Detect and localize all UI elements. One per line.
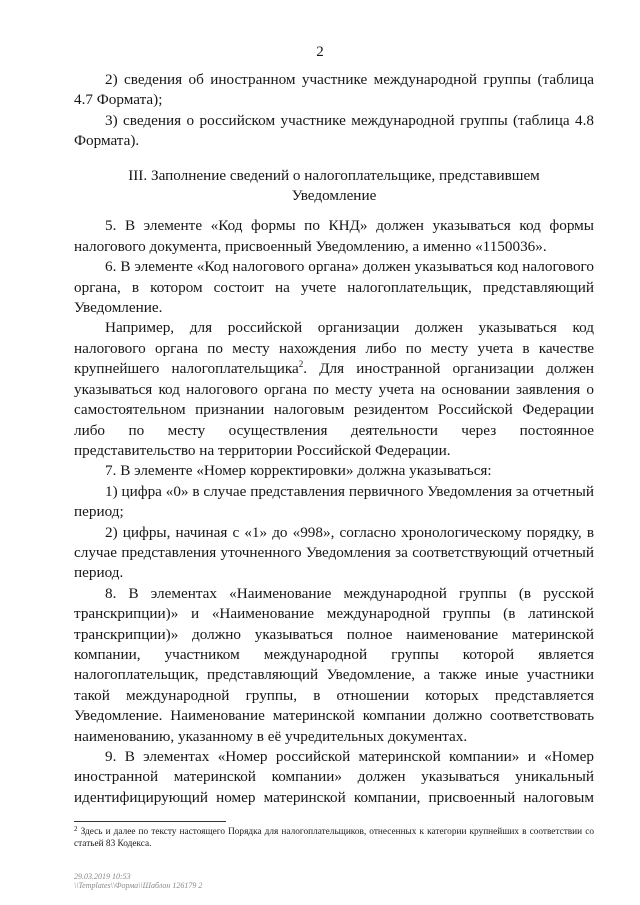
example-text-part1: Например, для российской организации должен указываться код налогового органа по месту нахождения либо по месту учета в качестве крупнейшего налогоплательщика [74,319,594,378]
section-heading-line2: Уведомление [291,187,377,205]
footnote-text: Здесь и далее по тексту настоящего Порядка для налогоплательщиков, отнесенных к категории крупнейших в соответствии со статьей 83 Кодекса. [74,827,594,849]
paragraph-6: 6. В элементе «Код налогового органа» должен указываться код налогового органа, в котором состоит на учете налогоплательщик, представляющий Уведомление. [74,258,594,317]
list-item-3: 3) сведения о российском участнике международной группы (таблица 4.8 Формата). [74,111,594,150]
footnote-marker: 2 [74,825,78,833]
document-metadata [74,872,202,890]
paragraph-5: 5. В элементе «Код формы по КНД» должен указываться код формы налогового документа, присвоенный Уведомлению, а именно «1150036». [74,217,594,255]
section-heading-line1: III. Заполнение сведений о налогоплательщике, представившем [128,166,540,184]
footnote-reference: 2 [298,359,304,370]
section-heading [74,166,594,207]
metadata-timestamp: 29.03.2019 10:53 [74,872,131,881]
footnote [74,826,594,850]
paragraph-7-item-2: 2) цифры, начиная с «1» до «998», согласно хронологическому порядку, в случае представления уточненного Уведомления за соответствующий отчетный период. [74,523,594,582]
document-body [74,70,594,808]
list-item-2: 2) сведения об иностранном участнике международной группы (таблица 4.7 Формата); [74,71,594,109]
example-text-part2: . Для иностранной организации должен указываться код налогового органа по месту учета на основании заявления о самостоятельном признании налоговым резидентом Российской Федерации либо по месту осуществления деятельности через постоянное представительство на территории Российской Федерации. [74,360,594,459]
paragraph-8: 8. В элементах «Наименование международной группы (в русской транскрипции)» и «Наименование международной группы (в латинской транскрипции)» должно указываться полное наименование материнской компании, участником международной группы которой является налогоплательщик, представляющий Уведомление, а также иные участники такой международной группы, в отношении которых представляется Уведомление. Наименование материнской компании должно соответствовать наименованию, указанному в её учредительных документах. [74,584,594,745]
paragraph-7-item-1: 1) цифра «0» в случае представления первичного Уведомления за отчетный период; [74,482,594,521]
metadata-template-path: \\Templates\\Форма\\Шаблон 126179 2 [74,881,203,890]
paragraph-9: 9. В элементах «Номер российской материнской компании» и «Номер иностранной материнской компании» должен указываться уникальный идентифицирующий номер материнской компании, присвоенный налоговым [74,748,594,806]
paragraph-7: 7. В элементе «Номер корректировки» должна указываться: [105,462,492,480]
footnote-divider [74,821,226,822]
page-number: 2 [316,44,324,60]
paragraph-example [74,318,594,461]
